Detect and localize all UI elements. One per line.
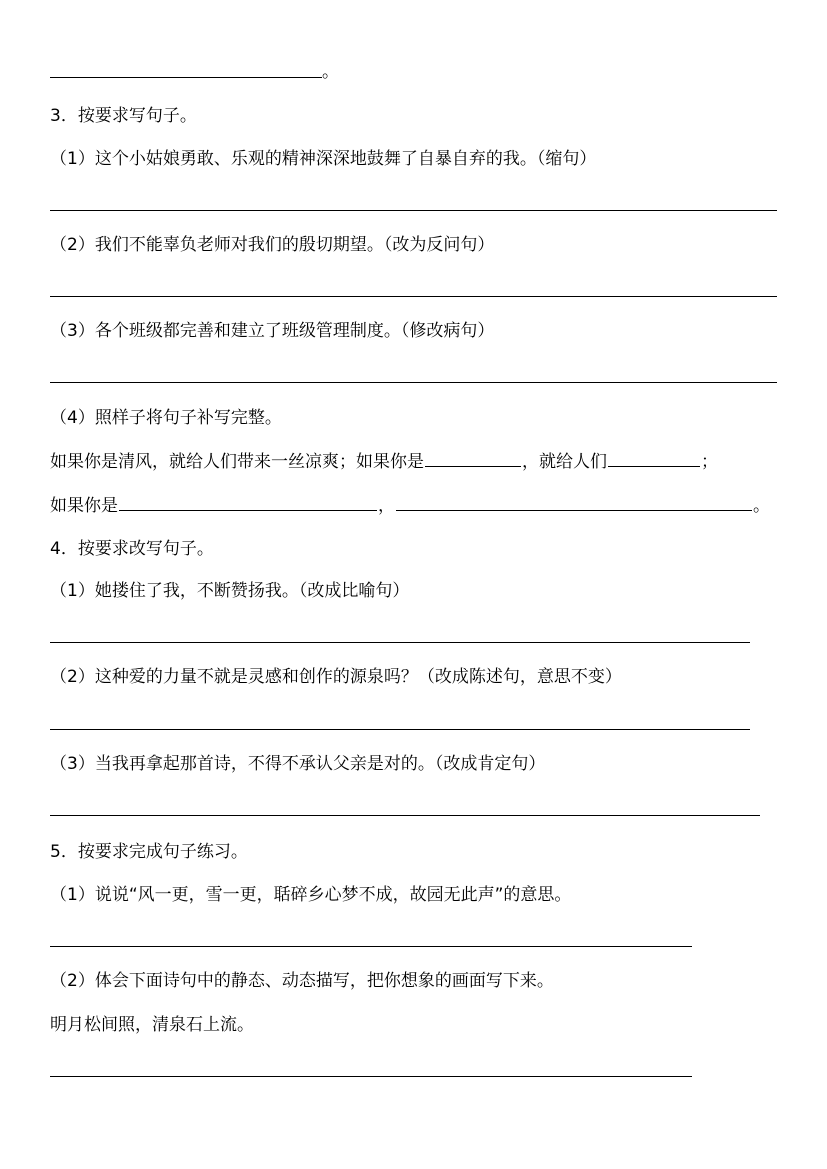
q5-sentence-1: （1）说说“风一更，雪一更，聒碎乡心梦不成，故园无此声”的意思。	[50, 885, 572, 905]
q3-fill-1-text-c: ；	[701, 452, 718, 472]
q3-fill-line-1	[50, 452, 718, 472]
q3-sentence-2: （2）我们不能辜负老师对我们的殷切期望。（改为反问句）	[50, 235, 495, 255]
q3-answer-line-2[interactable]	[50, 296, 777, 297]
q3-answer-line-1[interactable]	[50, 210, 777, 211]
q3-title: 3．按要求写句子。	[50, 106, 197, 126]
q3-sentence-4: （4）照样子将句子补写完整。	[50, 408, 282, 428]
q3-answer-line-3[interactable]	[50, 382, 777, 383]
q3-fill-2-text-a: 如果你是	[50, 496, 118, 516]
q4-answer-line-1[interactable]	[50, 642, 750, 643]
q4-answer-line-3[interactable]	[50, 815, 760, 816]
q4-sentence-1: （1）她搂住了我，不断赞扬我。（改成比喻句）	[50, 581, 410, 601]
q5-title: 5．按要求完成句子练习。	[50, 842, 248, 862]
top-period: 。	[322, 62, 339, 82]
q3-blank-2[interactable]	[608, 465, 700, 467]
answer-line-top[interactable]	[50, 77, 322, 78]
q5-answer-line-2[interactable]	[50, 1076, 692, 1077]
q3-fill-2-text-b: ，	[378, 496, 395, 516]
q5-sentence-2: （2）体会下面诗句中的静态、动态描写，把你想象的画面写下来。	[50, 971, 554, 991]
q3-blank-1[interactable]	[425, 465, 521, 467]
q4-sentence-2: （2）这种爱的力量不就是灵感和创作的源泉吗？（改成陈述句，意思不变）	[50, 667, 622, 687]
q3-fill-2-text-c: 。	[753, 496, 770, 516]
q3-fill-line-2	[50, 496, 770, 516]
q3-blank-3[interactable]	[119, 509, 377, 511]
q3-fill-1-text-a: 如果你是清风，就给人们带来一丝凉爽；如果你是	[50, 452, 424, 472]
q3-blank-4[interactable]	[396, 509, 752, 511]
q4-sentence-3: （3）当我再拿起那首诗，不得不承认父亲是对的。（改成肯定句）	[50, 754, 546, 774]
q5-poem: 明月松间照，清泉石上流。	[50, 1015, 254, 1035]
q3-sentence-3: （3）各个班级都完善和建立了班级管理制度。（修改病句）	[50, 321, 495, 341]
q4-title: 4．按要求改写句子。	[50, 539, 214, 559]
q4-answer-line-2[interactable]	[50, 729, 750, 730]
q3-sentence-1: （1）这个小姑娘勇敢、乐观的精神深深地鼓舞了自暴自弃的我。（缩句）	[50, 149, 597, 169]
q3-fill-1-text-b: ，就给人们	[522, 452, 607, 472]
q5-answer-line-1[interactable]	[50, 946, 692, 947]
